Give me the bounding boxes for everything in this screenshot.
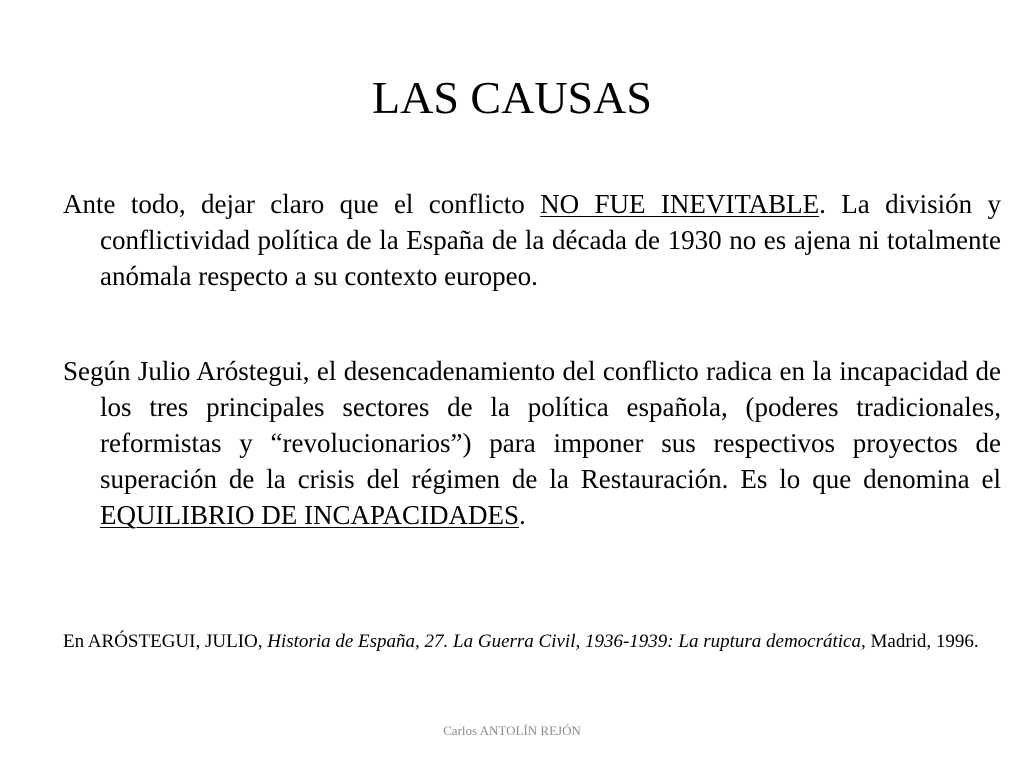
reference-suffix: Madrid, 1996. (865, 631, 979, 652)
reference-book-title: Historia de España, 27. La Guerra Civil, 1936-1939: La ruptura democrática, (267, 631, 866, 652)
slide-title: LAS CAUSAS (372, 72, 652, 123)
paragraph-text: . (519, 500, 526, 530)
reference-prefix: En ARÓSTEGUI, JULIO, (63, 631, 268, 652)
underlined-emphasis: EQUILIBRIO DE INCAPACIDADES (100, 500, 520, 530)
slide-footer-author: Carlos ANTOLÍN REJÓN (443, 723, 581, 738)
paragraph-arostegui (63, 353, 1001, 533)
paragraph-text: Según Julio Aróstegui, el desencadenamiento del conflicto radica en la incapacidad de los tres principales sectores de la política española, (poderes tradicionales, reformistas y “revolucionarios”) para imponer sus respectivos proyectos de superación de la crisis del régimen de la Restauración. Es lo que denomina el (63, 356, 1001, 494)
bibliographic-reference (63, 628, 1001, 655)
paragraph-text: Ante todo, dejar claro que el conflicto (63, 189, 541, 219)
paragraph-inevitability (63, 186, 1001, 294)
underlined-emphasis: NO FUE INEVITABLE (540, 189, 820, 219)
paragraph-text: . La división y conflictividad política de la España de la década de 1930 no es ajena ni totalmente anómala respecto a su contexto europeo. (100, 189, 1001, 291)
